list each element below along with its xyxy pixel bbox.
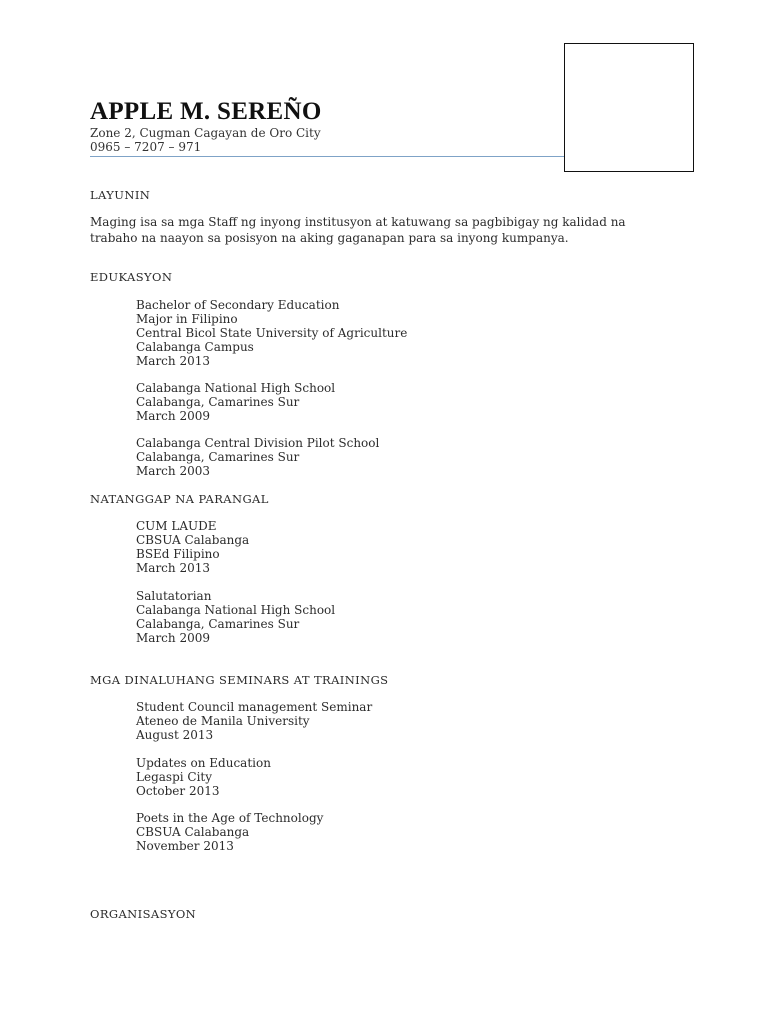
seminar-date: October 2013 [136,784,220,798]
award-name: CUM LAUDE [136,519,217,533]
seminars-title: MGA DINALUHANG SEMINARS AT TRAININGS [90,673,389,687]
education-entry [136,436,379,478]
seminar-date: November 2013 [136,839,234,853]
award-location: Calabanga, Camarines Sur [136,617,300,631]
education-title: EDUKASYON [90,270,173,284]
award-entry [136,519,249,575]
education-school: Calabanga Central Division Pilot School [136,436,380,450]
seminar-date: August 2013 [136,728,214,742]
seminar-venue: CBSUA Calabanga [136,825,250,839]
seminar-title: Updates on Education [136,756,271,770]
seminar-title: Poets in the Age of Technology [136,811,324,825]
seminar-entry [136,756,271,798]
objective-title: LAYUNIN [90,188,151,202]
phone-number: 0965 – 7207 – 971 [90,140,202,154]
education-entry [136,381,335,423]
seminar-venue: Ateneo de Manila University [136,714,310,728]
award-date: March 2013 [136,561,210,575]
photo-placeholder [564,43,694,172]
header-divider [90,156,564,157]
education-campus: Calabanga Campus [136,340,254,354]
award-school: Calabanga National High School [136,603,336,617]
organizations-title: ORGANISASYON [90,907,197,921]
resume-header [90,98,322,154]
seminar-entry [136,811,323,853]
award-date: March 2009 [136,631,210,645]
objective-line: trabaho na naayon sa posisyon na aking gaganapan para sa inyong kumpanya. [90,231,569,245]
education-degree: Bachelor of Secondary Education [136,298,340,312]
education-date: March 2009 [136,409,210,423]
seminar-entry [136,700,372,742]
objective-text [90,214,650,246]
award-name: Salutatorian [136,589,212,603]
objective-line: Maging isa sa mga Staff ng inyong institusyon at katuwang sa pagbibigay ng kalidad na [90,215,626,229]
education-date: March 2013 [136,354,210,368]
applicant-name: APPLE M. SEREÑO [90,98,322,125]
education-school: Central Bicol State University of Agriculture [136,326,408,340]
seminar-venue: Legaspi City [136,770,213,784]
education-location: Calabanga, Camarines Sur [136,395,300,409]
seminar-title: Student Council management Seminar [136,700,373,714]
education-school: Calabanga National High School [136,381,336,395]
education-location: Calabanga, Camarines Sur [136,450,300,464]
address: Zone 2, Cugman Cagayan de Oro City [90,126,321,140]
awards-title: NATANGGAP NA PARANGAL [90,492,269,506]
award-entry [136,589,335,645]
education-date: March 2003 [136,464,210,478]
education-major: Major in Filipino [136,312,238,326]
education-entry [136,298,407,368]
award-school: CBSUA Calabanga [136,533,250,547]
award-course: BSEd Filipino [136,547,220,561]
